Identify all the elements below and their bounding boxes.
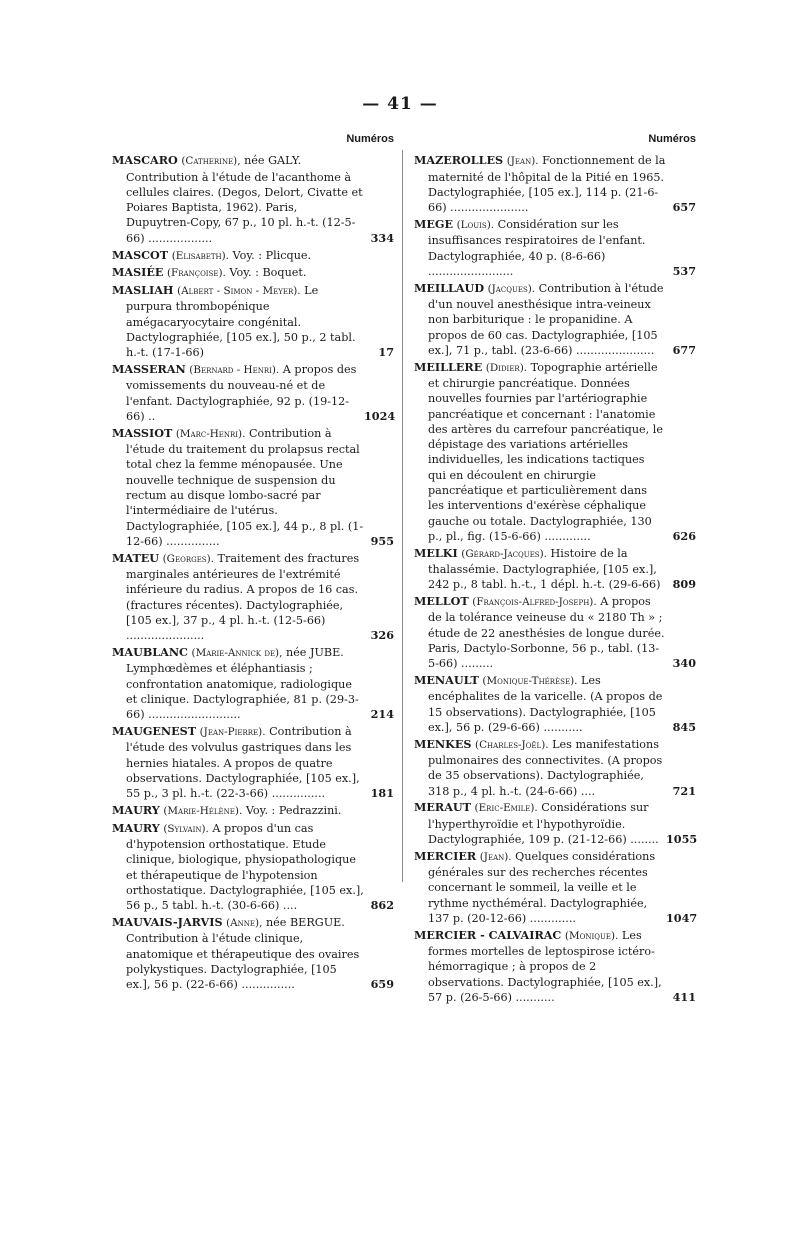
entry-given-name: (Georges). [162,552,214,565]
entry-text: Voy. : Pedrazzini. [245,803,342,817]
right-column [414,132,696,1007]
index-entry [414,153,696,215]
entry-text: Considération sur les insuffisances respiratoires de l'enfant. Dactylographiée, 40 p. (8-6-66) ........................ [428,217,646,278]
entry-text: Le purpura thrombopénique amégacaryocytaire congénital. Dactylographiée, [105 ex.], 50 p., 2 tabl. h.-t. (17-1-66) [126,284,356,360]
entry-given-name: (Elisabeth). [171,249,229,262]
entry-number: 17 [378,345,394,360]
entry-text: Contribution à l'étude du traitement du prolapsus rectal total chez la femme ménopausée. Une nouvelle technique de suspension du rectum au disque lombo-sacré par l'intermédiaire de l'utérus. Dactylographiée, [105 ex.], 44 p., 8 pl. (1-12-66) ............... [126,426,364,548]
index-entry [414,928,696,1005]
entry-given-name: (Louis). [456,218,495,231]
index-entry [112,724,394,801]
index-entry [112,153,394,246]
entry-given-name: (Eric-Emile). [474,802,538,815]
entry-name: MEILLERE [414,359,483,374]
entry-given-name: (François-Alfred-Joseph). [472,596,597,609]
entry-name: MENKES [414,736,472,751]
entry-name: MERAUT [414,800,471,815]
entry-number: 659 [370,977,394,992]
index-entry [112,821,394,914]
entry-text: Quelques considérations générales sur des recherches récentes concernant le sommeil, la veille et le rythme nycthéméral. Dactylographiée, 137 p. (20-12-66) ............. [428,849,656,926]
entry-name: MAUGENEST [112,723,197,738]
entry-text: née BERGUE. Contribution à l'étude clinique, anatomique et thérapeutique des ovaires polykystiques. Dactylographiée, [105 ex.], 56 p. (22-6-66) ............... [126,916,360,992]
entry-number: 1047 [666,911,698,926]
entry-number: 1055 [666,832,698,847]
entry-given-name: (Marie-Hélène). [163,804,243,817]
entry-name: MERCIER [414,848,477,863]
entry-number: 657 [672,200,696,215]
page-number: — 41 — [362,94,438,114]
entry-given-name: (Sylvain). [163,822,209,835]
column-header-right: Numéros [648,133,696,145]
left-column [112,132,394,994]
index-entry [112,645,394,722]
index-entry [414,737,696,799]
entry-given-name: (Anne), [226,917,263,930]
entry-text: née GALY. Contribution à l'étude de l'acanthome à cellules claires. (Degos, Delort, Civatte et Poiares Baptista, 1962). Paris, Dupuytren-Copy, 67 p., 10 pl. h.-t. (12-5-66) .................. [126,154,363,245]
entry-name: MAUBLANC [112,645,188,659]
index-entry [112,283,394,360]
entry-name: MELKI [414,545,458,560]
entry-text: Voy. : Boquet. [229,266,307,280]
entry-given-name: (Jean). [506,155,539,168]
column-divider [402,150,403,882]
index-entry [414,594,696,671]
entry-given-name: (Monique). [564,929,619,942]
index-entry [414,281,696,358]
entry-given-name: (Marie-Annick de), [191,647,283,659]
entry-number: 411 [672,990,696,1005]
entry-text: A propos de la tolérance veineuse du « 2180 Th » ; étude de 22 anesthésies de longue durée. Paris, Dactylo-Sorbonne, 56 p., tabl. (13-5-66) ......... [428,595,665,671]
entry-text: Histoire de la thalassémie. Dactylographiée, [105 ex.], 242 p., 8 tabl. h.-t., 1 dépl. h.-t. (29-6-66) [428,546,661,592]
entry-given-name: (Monique-Thérèse). [482,675,578,688]
index-entry [414,546,696,593]
entry-text: Considérations sur l'hyperthyroïdie et l'hypothyroïdie. Dactylographiée, 109 p. (21-12-66) ........ [428,801,659,847]
entry-text: née JUBE. Lymphœdèmes et éléphantiasis ; confrontation anatomique, radiologique et clinique. Dactylographiée, 81 p. (29-3-66) .......................... [126,646,359,722]
entry-name: MEGE [414,216,453,231]
index-entry [112,551,394,644]
entry-name: MASSIOT [112,425,173,440]
index-entry [112,248,394,264]
entry-text: Les encéphalites de la varicelle. (A propos de 15 observations). Dactylographiée, [105 ex.], 56 p. (29-6-66) ........... [428,674,663,734]
entry-text: Contribution à l'étude des volvulus gastriques dans les hernies hiatales. A propos de quatre observations. Dactylographiée, [105 ex.], 55 p., 3 pl. h.-t. (22-3-66) ............... [126,724,360,801]
entry-name: MASSERAN [112,362,186,377]
entry-text: A propos d'un cas d'hypotension orthostatique. Etude clinique, biologique, physiopathologique et thérapeutique de l'hypotension orthostatique. Dactylographiée, [105 ex.], 56 p., 5 tabl. h.-t. (30-6-66) .... [126,821,364,913]
index-entry [414,217,696,279]
entry-number: 862 [370,898,394,913]
index-entry [112,265,394,281]
entry-text: Les manifestations pulmonaires des connectivites. (A propos de 35 observations). Dactylographiée, 318 p., 4 pl. h.-t. (24-6-66) .... [428,737,663,798]
entry-given-name: (Bernard - Henri). [189,364,280,377]
entry-name: MAZEROLLES [414,153,504,168]
index-entry [414,849,696,926]
index-entry [112,362,394,424]
index-entry [414,360,696,545]
index-entry [112,915,394,992]
entry-given-name: (Albert - Simon - Meyer). [177,285,301,298]
entry-given-name: (Gérard-Jacques). [461,547,547,560]
entry-name: MASCOT [112,247,169,262]
right-entry-list [414,153,696,1005]
entry-number: 845 [672,719,696,734]
entry-name: MATEU [112,550,160,565]
entry-text: Topographie artérielle et chirurgie pancréatique. Données nouvelles fournies par l'artériographie pancréatique et concernant : l'anatomie des artères du carrefour pancréatique, le dépistage des variations artérielles individuelles, les indications tactiques qui en découlent en chirurgie pancréatique et particulièrement dans les interventions d'exérèse céphalique gauche ou totale. Dactylographiée, 130 p., pl., fig. (15-6-66) ............. [428,360,663,543]
entry-name: MAURY [112,802,160,817]
index-entry [112,426,394,549]
entry-text: Fonctionnement de la maternité de l'hôpital de la Pitié en 1965. Dactylographiée, [105 ex.], 114 p. (21-6-66) ...................... [428,154,666,215]
entry-number: 809 [672,577,696,592]
entry-number: 677 [672,342,696,357]
entry-given-name: (Jean-Pierre). [199,725,266,738]
entry-name: MAUVAIS-JARVIS [112,915,223,930]
entry-name: MEILLAUD [414,280,485,295]
entry-number: 340 [672,656,696,671]
entry-number: 181 [370,786,394,801]
entry-name: MENAULT [414,673,479,688]
entry-number: 214 [370,707,394,722]
index-entry [414,673,696,735]
entry-name: MAURY [112,820,160,835]
entry-number: 537 [672,263,696,278]
left-entry-list [112,153,394,992]
entry-text: Les formes mortelles de leptospirose ictéro-hémorragique ; à propos de 2 observations. Dactylographiée, [105 ex.], 57 p. (26-5-66) ........... [428,928,662,1005]
entry-number: 955 [370,533,394,548]
entry-name: MELLOT [414,594,469,609]
entry-given-name: (Didier). [485,361,528,374]
entry-given-name: (Jean). [479,850,512,863]
entry-text: Contribution à l'étude d'un nouvel anesthésique intra-veineux non barbiturique : le propanidine. A propos de 60 cas. Dactylographiée, [105 ex.], 71 p., tabl. (23-6-66) ...................... [428,281,664,357]
entry-name: MASCARO [112,153,178,168]
column-header-left: Numéros [346,133,394,145]
index-entry [112,803,394,819]
entry-given-name: (Charles-Joël). [475,738,549,751]
entry-name: MASIÉE [112,265,164,280]
entry-name: MASLIAH [112,283,174,298]
entry-name: MERCIER - CALVAIRAC [414,927,562,942]
entry-number: 334 [370,230,394,245]
entry-given-name: (Marc-Henri). [175,427,246,440]
entry-text: A propos des vomissements du nouveau-né et de l'enfant. Dactylographiée, 92 p. (19-12-66) .. [126,363,357,424]
entry-text: Voy. : Plicque. [232,248,312,262]
entry-number: 626 [672,528,696,543]
entry-number: 326 [370,628,394,643]
entry-text: Traitement des fractures marginales antérieures de l'extrémité inférieure du radius. A propos de 16 cas. (fractures récentes). Dactylographiée, [105 ex.], 37 p., 4 pl. h.-t. (12-5-66) ...................... [126,551,360,643]
entry-number: 721 [672,783,696,798]
entry-number: 1024 [364,409,396,424]
index-entry [414,800,696,847]
entry-given-name: (Françoise). [167,267,226,280]
entry-given-name: (Catherine), [181,155,241,168]
entry-given-name: (Jacques). [487,282,536,295]
